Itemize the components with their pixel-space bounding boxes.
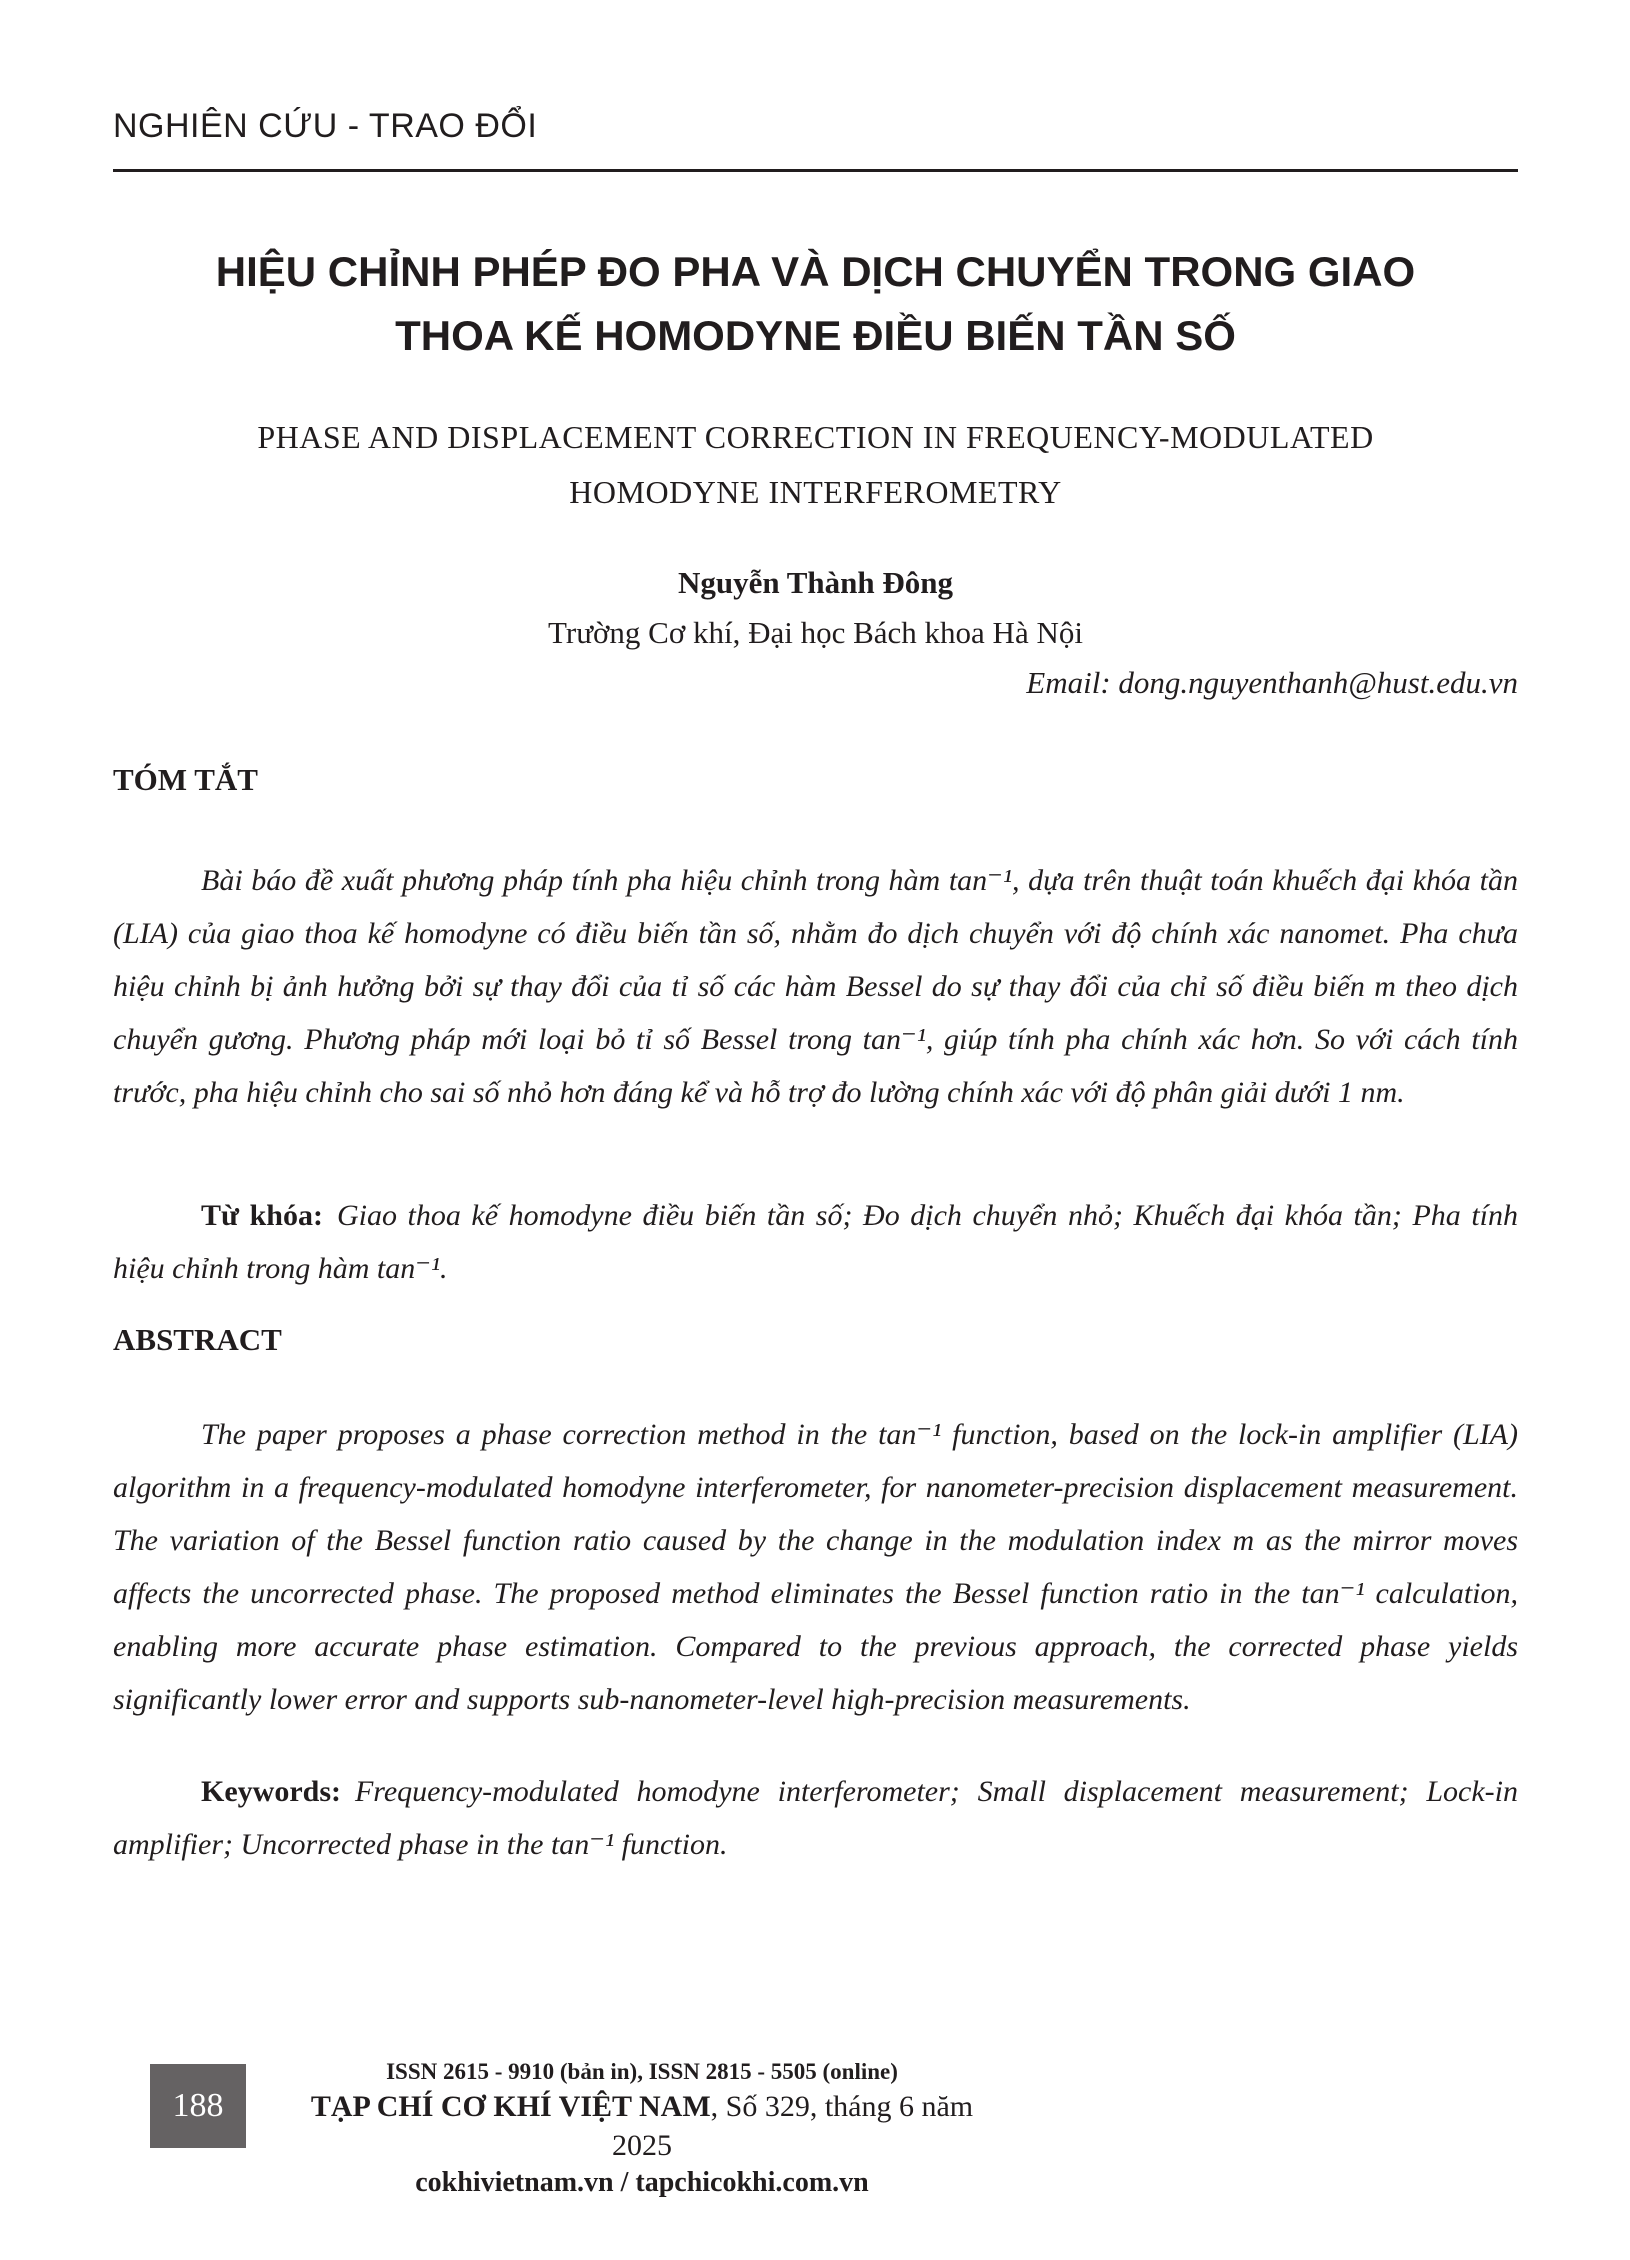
article-title-en-line2: HOMODYNE INTERFEROMETRY xyxy=(569,474,1062,510)
issn-line: ISSN 2615 - 9910 (bản in), ISSN 2815 - 5505 (online) xyxy=(386,2059,898,2084)
footer-imprint xyxy=(280,2056,1004,2201)
page-number-badge: 188 xyxy=(150,2064,246,2148)
author-affiliation: Trường Cơ khí, Đại học Bách khoa Hà Nội xyxy=(548,615,1083,650)
author-email: Email: dong.nguyenthanh@hust.edu.vn xyxy=(1026,665,1518,700)
journal-issue: , Số 329, tháng 6 năm 2025 xyxy=(612,2090,974,2162)
author-name: Nguyễn Thành Đông xyxy=(677,565,954,600)
page-content xyxy=(113,0,1518,1871)
keywords-vi-label: Từ khóa: xyxy=(201,1199,323,1232)
keywords-vi-text: Giao thoa kế homodyne điều biến tần số; Đo dịch chuyển nhỏ; Khuếch đại khóa tần; Pha tính hiệu chỉnh trong hàm tan⁻¹. xyxy=(113,1199,1519,1285)
abstract-vi-heading: TÓM TẮT xyxy=(113,762,258,797)
section-label: NGHIÊN CỨU - TRAO ĐỔI xyxy=(113,107,538,145)
page-footer xyxy=(150,2056,1004,2201)
article-title-vi-line2: THOA KẾ HOMODYNE ĐIỀU BIẾN TẦN SỐ xyxy=(395,312,1236,359)
journal-urls: cokhivietnam.vn / tapchicokhi.com.vn xyxy=(415,2167,869,2198)
keywords-vi xyxy=(113,1189,1518,1295)
article-title-en-line1: PHASE AND DISPLACEMENT CORRECTION IN FREQUENCY-MODULATED xyxy=(257,419,1374,455)
article-title-vietnamese xyxy=(113,240,1518,368)
abstract-vi-text: Bài báo đề xuất phương pháp tính pha hiệu chỉnh trong hàm tan⁻¹, dựa trên thuật toán khuếch đại khóa tần (LIA) của giao thoa kế homodyne có điều biến tần số, nhằm đo dịch chuyển với độ chính xác nanomet. Pha chưa hiệu chỉnh bị ảnh hưởng bởi sự thay đổi của tỉ số các hàm Bessel do sự thay đổi của chỉ số điều biến m theo dịch chuyển gương. Phương pháp mới loại bỏ tỉ số Bessel trong tan⁻¹, giúp tính pha chính xác hơn. So với cách tính trước, pha hiệu chỉnh cho sai số nhỏ hơn đáng kể và hỗ trợ đo lường chính xác với độ phân giải dưới 1 nm. xyxy=(113,864,1518,1109)
article-title-english xyxy=(113,410,1518,520)
journal-line xyxy=(280,2087,1004,2165)
keywords-en-text: Frequency-modulated homodyne interferometer; Small displacement measurement; Lock-in amplifier; Uncorrected phase in the tan⁻¹ function. xyxy=(113,1775,1518,1861)
keywords-en-label: Keywords: xyxy=(201,1775,341,1808)
keywords-en xyxy=(113,1765,1518,1871)
article-title-vi-line1: HIỆU CHỈNH PHÉP ĐO PHA VÀ DỊCH CHUYỂN TRONG GIAO xyxy=(215,248,1416,295)
abstract-en-text: The paper proposes a phase correction method in the tan⁻¹ function, based on the lock-in amplifier (LIA) algorithm in a frequency-modulated homodyne interferometer, for nanometer-precision displacement measurement. The variation of the Bessel function ratio caused by the change in the modulation index m as the mirror moves affects the uncorrected phase. The proposed method eliminates the Bessel function ratio in the tan⁻¹ calculation, enabling more accurate phase estimation. Compared to the previous approach, the corrected phase yields significantly lower error and supports sub-nanometer-level high-precision measurements. xyxy=(113,1418,1518,1716)
journal-name: TẠP CHÍ CƠ KHÍ VIỆT NAM xyxy=(310,2090,711,2123)
abstract-en-heading: ABSTRACT xyxy=(113,1322,282,1357)
header-divider xyxy=(113,169,1518,172)
